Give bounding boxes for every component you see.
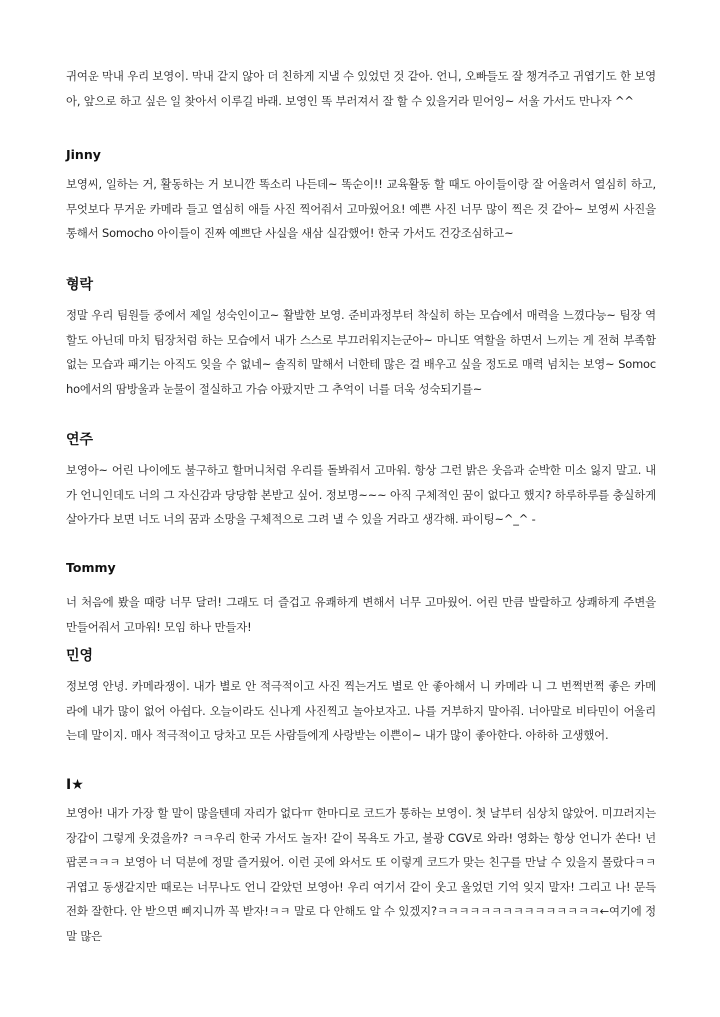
letter-author: 연주	[66, 432, 94, 448]
letter-minyeong	[66, 648, 656, 748]
letter-author: 민영	[66, 648, 94, 664]
letter-text: 정보영 안녕. 카메라쟁이. 내가 별로 안 적극적이고 사진 찍는거도 별로 안 좋아해서 니 카메라 니 그 번쩍번쩍 좋은 카메라에 내가 많이 없어 아쉽다. 오늘이라도 신나게 사진찍고 놀아보자고. 나를 거부하지 말아줘. 너아말로 비타민이 어울리는데 말이지. 매사 적극적이고 당차고 모든 사람들에게 사랑받는 이쁜이~ 내가 많이 좋아한다. 아하하 고생했어.	[66, 679, 656, 743]
letter-text: 보영아! 내가 가장 할 말이 많을텐데 자리가 없다ㅠ 한마디로 코드가 통하는 보영이. 첫 날부터 심상치 않았어. 미끄러지는 장갑이 그렇게 웃겼을까? ㅋㅋ우리 한국 가서도 놀자! 같이 목욕도 가고, 불광 CGV로 와라! 영화는 항상 언니가 쏜다! 넌 팝콘ㅋㅋㅋ 보영아 너 덕분에 정말 즐거웠어. 이런 곳에 와서도 또 이렇게 코드가 맞는 친구를 만날 수 있을지 몰랐다ㅋㅋ 귀엽고 동생같지만 때로는 너무나도 언니 같았던 보영아! 우리 여기서 같이 웃고 울었던 기억 잊지 말자! 그리고 나! 문득 전화 잘한다. 안 받으면 삐지니까 꼭 받자!ㅋㅋ 말로 다 안해도 알 수 있겠지?ㅋㅋㅋㅋㅋㅋㅋㅋㅋㅋㅋㅋㅋㅋㅋ←여기에 정말 많은	[66, 806, 656, 943]
letter-text: 보영아~ 어린 나이에도 불구하고 할머니처럼 우리를 돌봐줘서 고마워. 항상 그런 밝은 웃음과 순박한 미소 잃지 말고. 내가 언니인데도 너의 그 자신감과 당당함 본받고 싶어. 정보명~~~ 아직 구체적인 꿈이 없다고 했지? 하루하루를 충실하게 살아가다 보면 너도 너의 꿈과 소망을 구체적으로 그려 낼 수 있을 거라고 생각해. 파이팅~^_^ -	[66, 463, 656, 527]
letter-author: 형락	[66, 277, 94, 293]
letter-yeonju	[66, 432, 656, 532]
letter-author: Jinny	[66, 147, 101, 162]
letter-text: 보영씨, 일하는 거, 활동하는 거 보니깐 똑소리 나든데~ 똑순이!! 교육활동 할 때도 아이들이랑 잘 어울려서 열심히 하고, 무엇보다 무거운 카메라 들고 열심히 애들 사진 찍어줘서 고마웠어요! 예쁜 사진 너무 많이 찍은 것 같아~ 보영씨 사진을 통해서 Somocho 아이들이 진짜 예쁘단 사실을 새삼 실감했어! 한국 가서도 건강조심하고~	[66, 177, 656, 241]
letter-jinny	[66, 147, 656, 246]
letter-author: Tommy	[66, 560, 116, 575]
letter-text: 너 처음에 봤을 때랑 너무 달러! 그래도 더 즐겁고 유쾌하게 변해서 너무 고마웠어. 어린 만큼 발랄하고 상쾌하게 주변을 만들어줘서 고마워! 모임 하나 만들자!	[66, 595, 656, 634]
letter-text: 귀여운 막내 우리 보영이. 막내 같지 않아 더 친하게 지낼 수 있었던 것 같아. 언니, 오빠들도 잘 챙겨주고 귀엽기도 한 보영아, 앞으로 하고 싶은 일 찾아서 이루길 바래. 보영인 똑 부러져서 잘 할 수 있을거라 믿어잉~ 서울 가서도 만나자 ^^	[66, 69, 656, 108]
letter-tommy	[66, 560, 656, 639]
letter-author: I★	[66, 777, 84, 793]
letter-hyeongrak	[66, 277, 656, 401]
letter-i-star	[66, 777, 656, 949]
letter-text: 정말 우리 팀원들 중에서 제일 성숙인이고~ 활발한 보영. 준비과정부터 착실히 하는 모습에서 매력을 느꼈다능~ 팀장 역할도 아닌데 마치 팀장처럼 하는 모습에서 내가 스스로 부끄러워지는군아~ 마니또 역할을 하면서 느끼는 게 전혀 부족함 없는 모습과 패기는 아직도 잊을 수 없네~ 솔직히 말해서 너한테 많은 걸 배우고 싶을 정도로 매력 넘치는 보영~ Somocho에서의 땀방울과 눈물이 절실하고 가슴 아팠지만 그 추억이 너를 더욱 성숙되기를~	[66, 308, 656, 396]
letter-intro	[66, 64, 656, 113]
